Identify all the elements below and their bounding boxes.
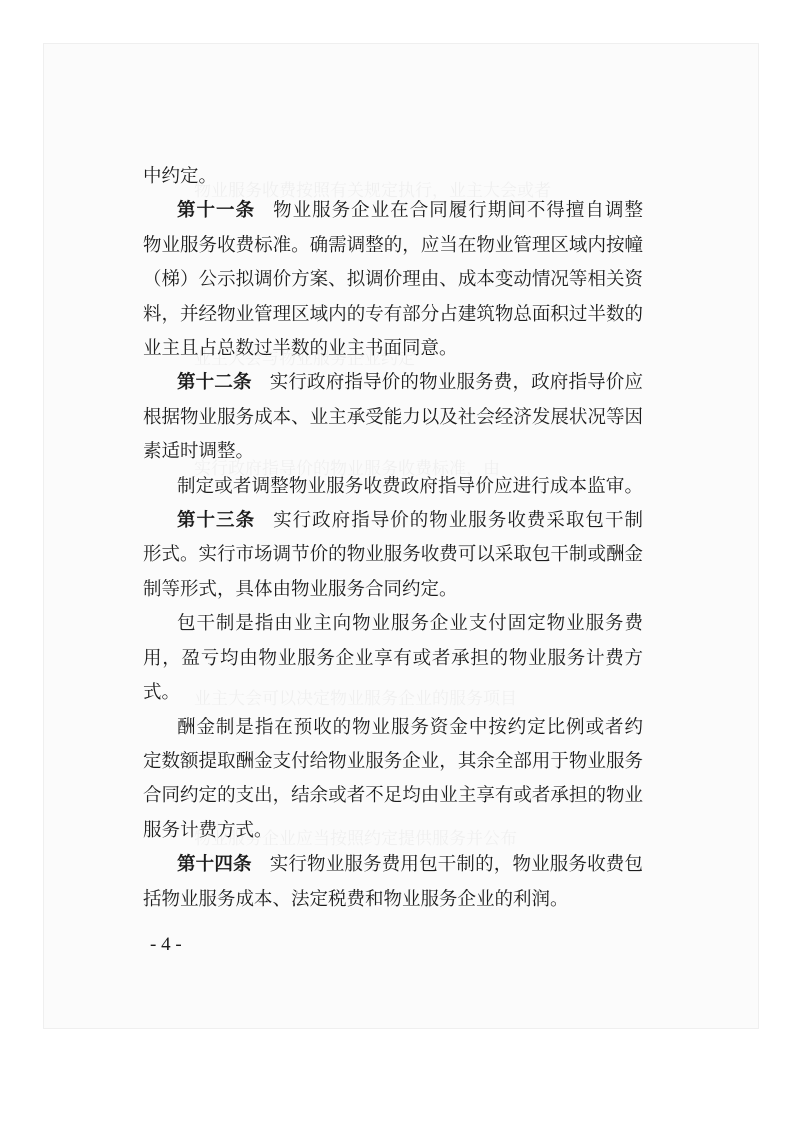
text-line: 实行政府指导价的物业服务费，政府指导价应 [269, 372, 643, 394]
text-line: 定数额提取酬金支付给物业服务企业，其余全部用于物业服务 [143, 750, 643, 772]
text-line: 素适时调整。 [143, 441, 255, 463]
text-line: 料，并经物业管理区域内的专有部分占建筑物总面积过半数的 [143, 303, 643, 325]
text-line: 物业服务企业在合同履行期间不得擅自调整 [273, 200, 643, 222]
text-line: 合同约定的支出，结余或者不足均由业主享有或者承担的物业 [143, 785, 643, 807]
article-number: 第十四条 [177, 854, 252, 876]
article-13-paragraph-start [143, 504, 643, 538]
text-line: 物业服务收费标准。确需调整的，应当在物业管理区域内按幢 [143, 234, 643, 256]
text-line: 业主且占总数过半数的业主书面同意。 [143, 338, 458, 360]
text-line: 中约定。 [143, 166, 218, 187]
text-line: 根据物业服务成本、业主承受能力以及社会经济发展状况等因 [143, 406, 643, 428]
text-line: 制等形式，具体由物业服务合同约定。 [143, 578, 458, 600]
document-body [143, 160, 643, 917]
text-line: 包干制是指由业主向物业服务企业支付固定物业服务费 [177, 613, 643, 635]
text-line: 实行政府指导价的物业服务收费采取包干制 [273, 510, 643, 532]
article-number: 第十二条 [177, 372, 252, 394]
article-14-paragraph-start [143, 848, 643, 882]
text-line: 用，盈亏均由物业服务企业享有或者承担的物业服务计费方 [143, 647, 643, 669]
text-line: 实行物业服务费用包干制的，物业服务收费包 [269, 854, 643, 876]
article-11-paragraph-start [143, 194, 643, 228]
text-line: 括物业服务成本、法定税费和物业服务企业的利润。 [143, 888, 569, 910]
article-12-paragraph-start [143, 366, 643, 400]
text-line: （梯）公示拟调价方案、拟调价理由、成本变动情况等相关资 [143, 269, 643, 291]
text-line: 形式。实行市场调节价的物业服务收费可以采取包干制或酬金 [143, 544, 643, 566]
page-number: - 4 - [150, 934, 182, 955]
text-line: 酬金制是指在预收的物业服务资金中按约定比例或者约 [177, 716, 643, 738]
text-line: 式。 [143, 682, 181, 704]
article-number: 第十三条 [177, 510, 256, 532]
text-line: 制定或者调整物业服务收费政府指导价应进行成本监审。 [177, 475, 643, 497]
article-number: 第十一条 [177, 200, 256, 222]
text-line: 服务计费方式。 [143, 819, 273, 841]
